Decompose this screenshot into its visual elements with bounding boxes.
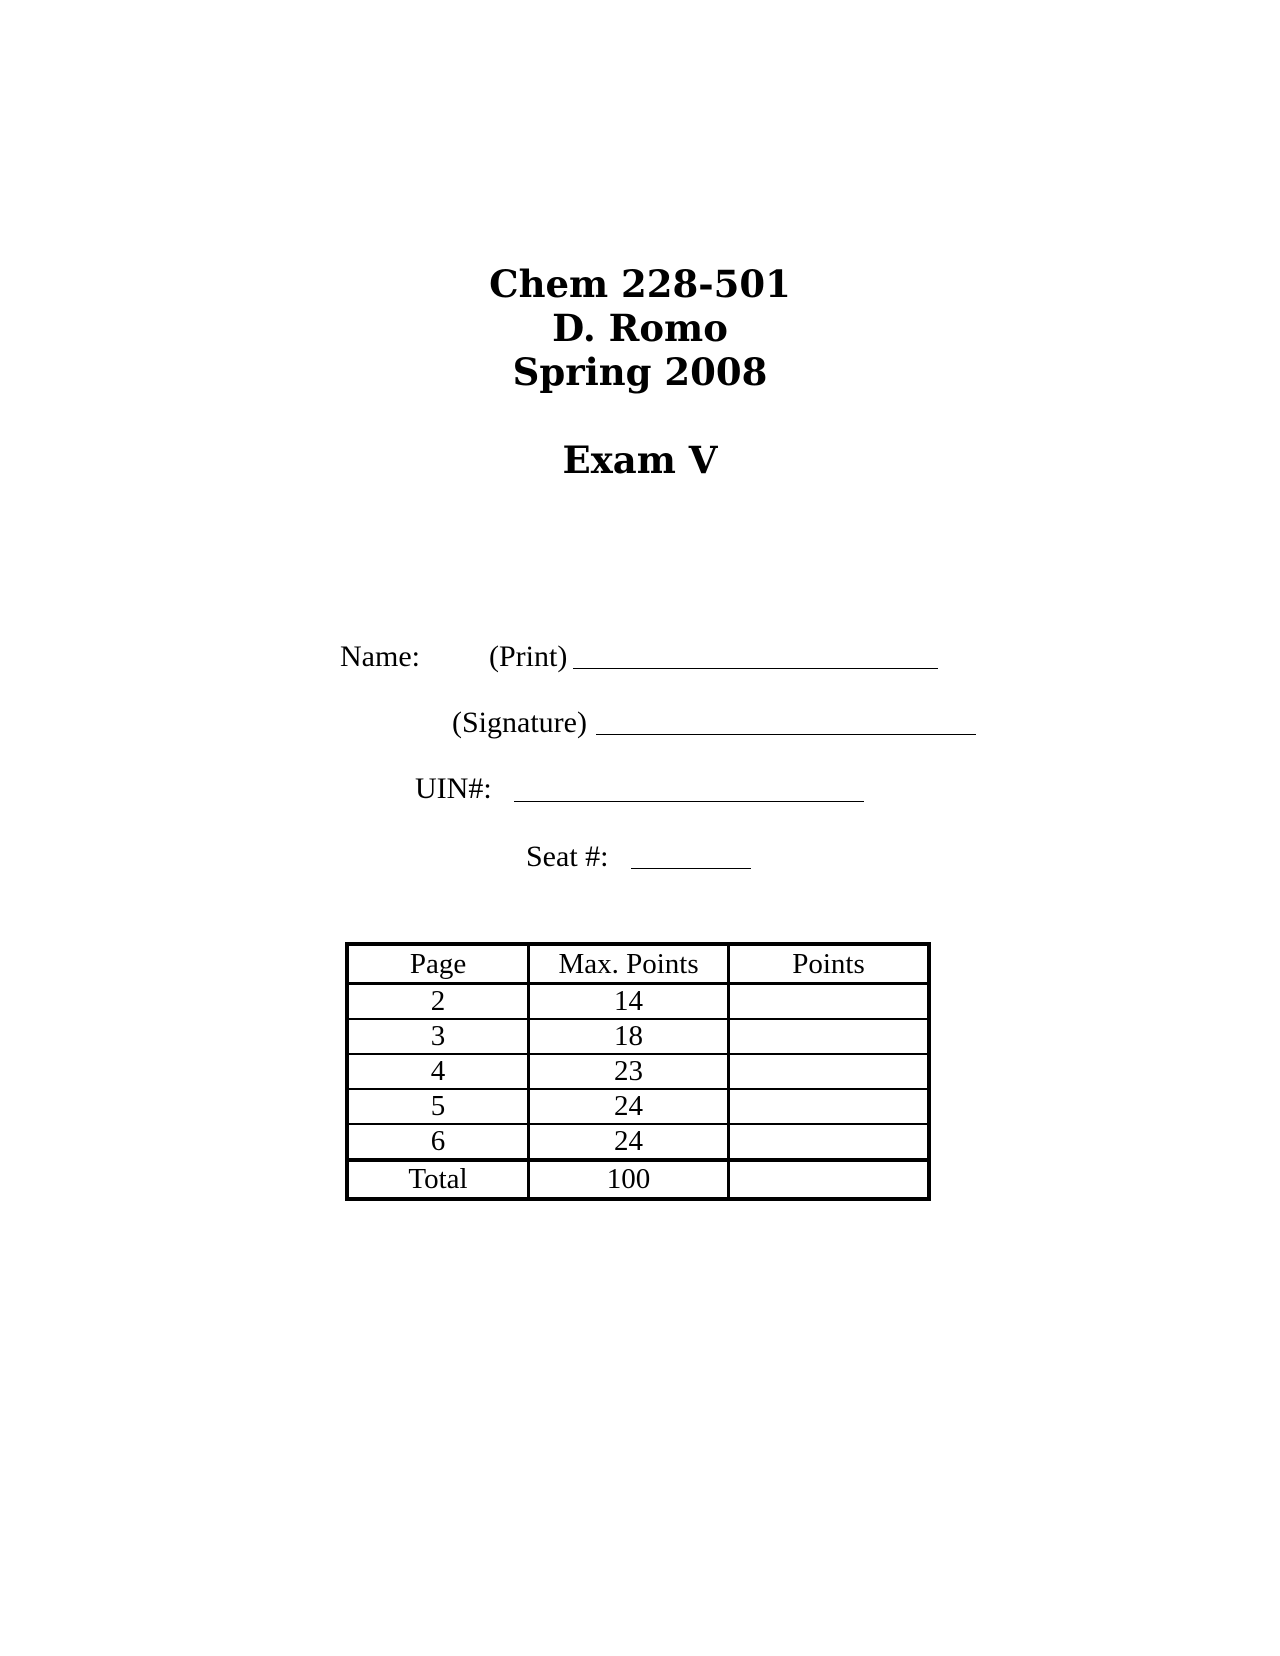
page-cell: 3 xyxy=(347,1019,529,1054)
max-points-cell: 18 xyxy=(529,1019,729,1054)
page-cell: 6 xyxy=(347,1124,529,1160)
seat-field[interactable] xyxy=(631,868,751,869)
uin-label: UIN#: xyxy=(415,772,492,805)
max-points-cell: 24 xyxy=(529,1124,729,1160)
points-cell[interactable] xyxy=(729,1124,929,1160)
total-label-cell: Total xyxy=(347,1160,529,1199)
total-row xyxy=(347,1160,929,1199)
name-label: Name: xyxy=(340,640,420,673)
table-row xyxy=(347,984,929,1020)
max-points-cell: 23 xyxy=(529,1054,729,1089)
max-points-cell: 24 xyxy=(529,1089,729,1124)
max-points-cell: 14 xyxy=(529,984,729,1020)
seat-label: Seat #: xyxy=(526,840,609,873)
print-name-field[interactable] xyxy=(573,668,938,669)
points-cell[interactable] xyxy=(729,1054,929,1089)
course-title: Chem 228-501 xyxy=(489,262,791,306)
table-row xyxy=(347,1054,929,1089)
page-cell: 5 xyxy=(347,1089,529,1124)
points-cell[interactable] xyxy=(729,1019,929,1054)
table-row xyxy=(347,1089,929,1124)
header-max-points: Max. Points xyxy=(529,944,729,984)
print-label: (Print) xyxy=(489,640,568,673)
table-row xyxy=(347,1124,929,1160)
header-points: Points xyxy=(729,944,929,984)
header-page: Page xyxy=(347,944,529,984)
table-header-row xyxy=(347,944,929,984)
signature-field[interactable] xyxy=(596,734,976,735)
uin-field[interactable] xyxy=(514,801,864,802)
page-cell: 2 xyxy=(347,984,529,1020)
score-table xyxy=(345,942,931,1201)
signature-label: (Signature) xyxy=(452,706,587,739)
term-label: Spring 2008 xyxy=(512,350,768,394)
exam-title: Exam V xyxy=(562,438,718,482)
table-row xyxy=(347,1019,929,1054)
instructor-name: D. Romo xyxy=(552,306,728,350)
points-cell[interactable] xyxy=(729,984,929,1020)
points-cell[interactable] xyxy=(729,1089,929,1124)
page-cell: 4 xyxy=(347,1054,529,1089)
total-max-points-cell: 100 xyxy=(529,1160,729,1199)
total-points-cell[interactable] xyxy=(729,1160,929,1199)
